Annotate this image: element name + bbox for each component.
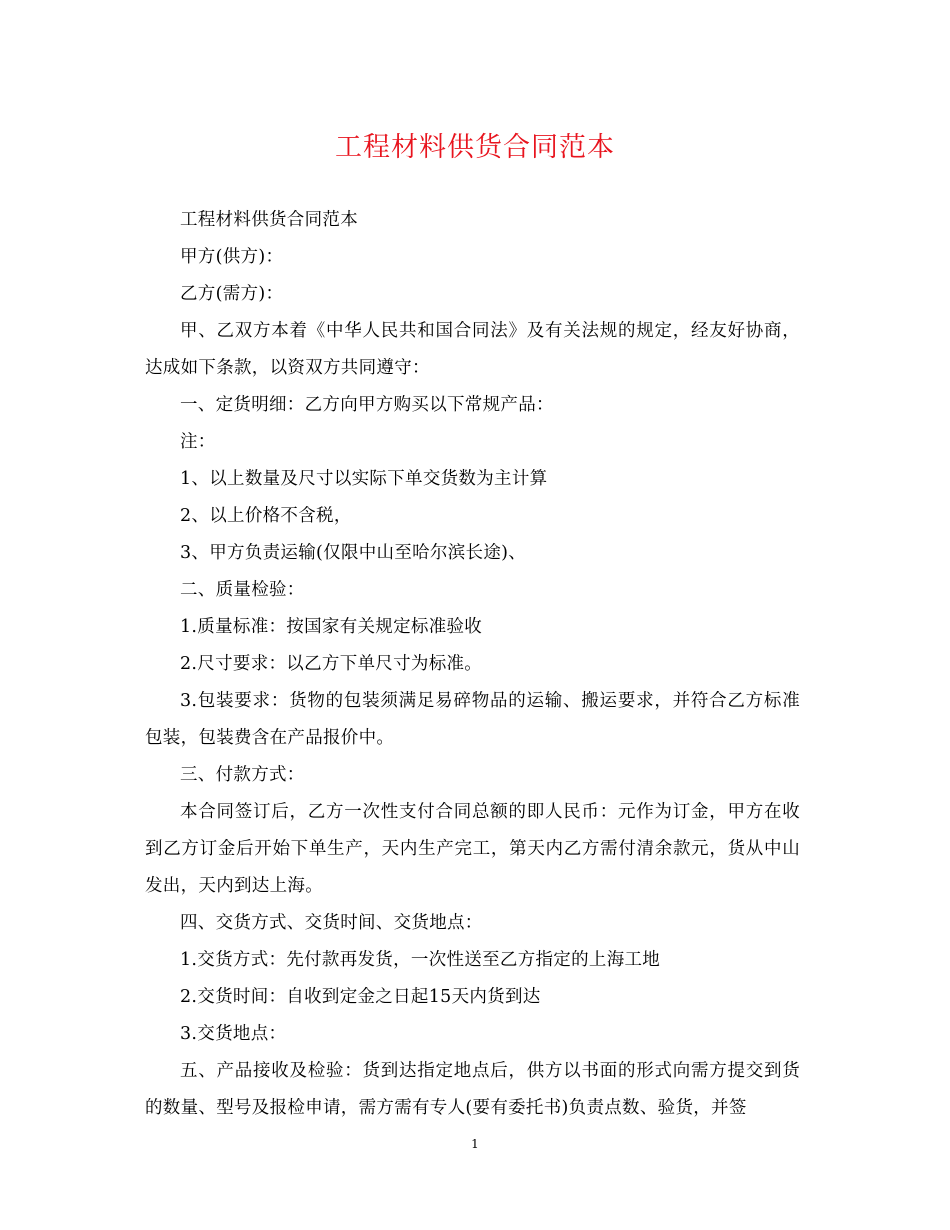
page-title: 工程材料供货合同范本 — [335, 132, 615, 163]
paragraph: 1.交货方式：先付款再发货，一次性送至乙方指定的上海工地 — [180, 950, 661, 970]
paragraph: 四、交货方式、交货时间、交货地点： — [180, 913, 483, 933]
paragraph: 乙方(需方)： — [180, 284, 284, 304]
paragraph: 三、付款方式： — [180, 765, 305, 785]
paragraph: 3.交货地点： — [180, 1024, 287, 1044]
paragraph: 注： — [180, 432, 216, 452]
paragraph: 二、质量检验： — [180, 580, 305, 600]
page-number: 1 — [471, 1137, 479, 1151]
paragraph: 五、产品接收及检验：货到达指定地点后，供方以书面的形式向需方提交到货的数量、型号及报检申请，需方需有专人(要有委托书)负责点数、验货，并签 — [145, 1061, 800, 1118]
paragraph: 一、定货明细：乙方向甲方购买以下常规产品： — [180, 395, 554, 415]
paragraph: 3.包装要求：货物的包装须满足易碎物品的运输、搬运要求，并符合乙方标准包装，包装费含在产品报价中。 — [145, 691, 800, 748]
paragraph: 2、以上价格不含税， — [180, 506, 352, 526]
paragraph: 2.尺寸要求：以乙方下单尺寸为标准。 — [180, 654, 483, 674]
paragraph: 甲方(供方)： — [180, 247, 284, 267]
paragraph: 甲、乙双方本着《中华人民共和国合同法》及有关法规的规定，经友好协商，达成如下条款，以资双方共同遵守： — [145, 321, 800, 378]
paragraph: 本合同签订后，乙方一次性支付合同总额的即人民币：元作为订金，甲方在收到乙方订金后开始下单生产，天内生产完工，第天内乙方需付清余款元，货从中山发出，天内到达上海。 — [145, 802, 800, 896]
paragraph: 3、甲方负责运输(仅限中山至哈尔滨长途)、 — [180, 543, 527, 563]
paragraph: 1、以上数量及尺寸以实际下单交货数为主计算 — [180, 469, 548, 489]
paragraph: 工程材料供货合同范本 — [180, 210, 358, 230]
document-body — [145, 202, 800, 1127]
paragraph: 2.交货时间：自收到定金之日起15天内货到达 — [180, 987, 541, 1007]
paragraph: 1.质量标准：按国家有关规定标准验收 — [180, 617, 483, 637]
